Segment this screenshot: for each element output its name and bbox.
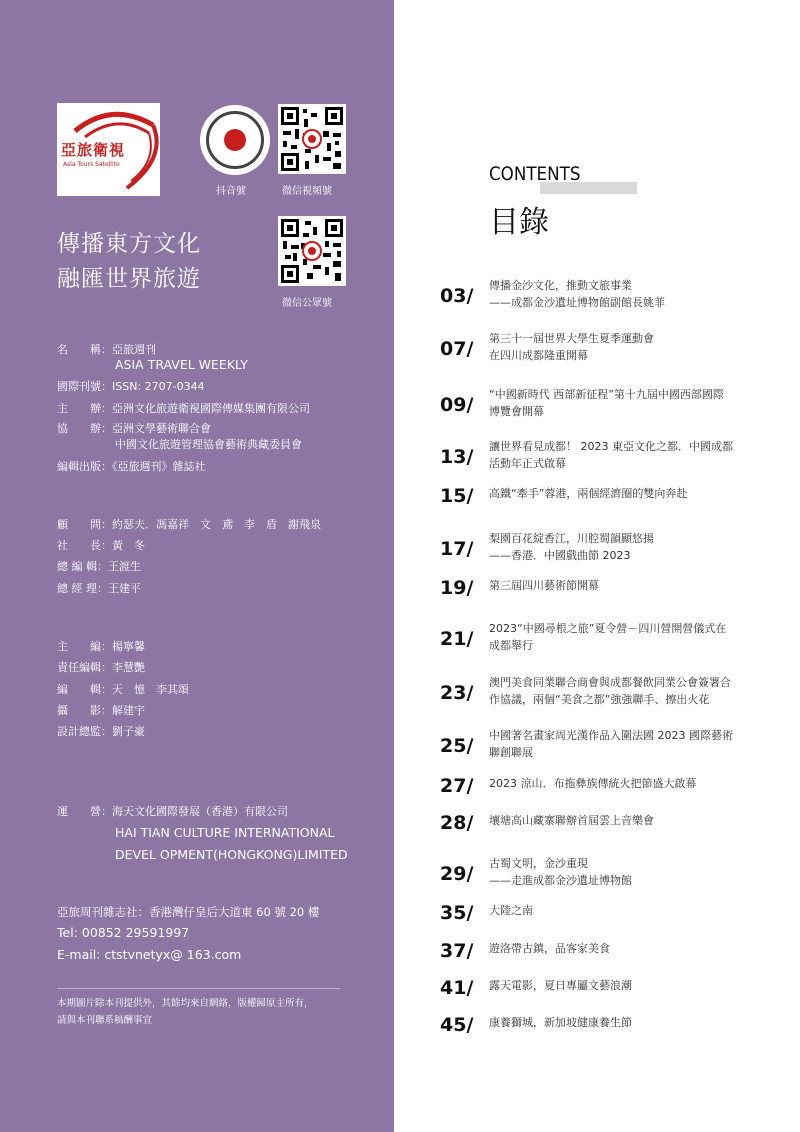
editors-label: 編 輯： (57, 683, 112, 696)
advisor-value: 約瑟夫．馮嘉祥 文 鳶 李 盾 謝飛泉 (112, 518, 321, 531)
wechat-video-label: 微信視頻號 (282, 186, 332, 197)
toc-page-number: 17/ (440, 538, 474, 560)
address-line: 亞旅周刊雜志社：香港灣仔皇后大道東 60 號 20 樓 (57, 905, 320, 919)
asia-tours-satellite-logo (57, 103, 160, 196)
gm-value: 王建平 (108, 582, 141, 595)
advisor-row (57, 518, 321, 532)
toc-page-number: 09/ (440, 394, 474, 416)
chief-editor-row (57, 560, 141, 574)
toc-page-number: 37/ (440, 940, 474, 962)
toc-page-number: 28/ (440, 812, 474, 834)
toc-title-line-2: 在四川成都隆重開幕 (489, 349, 588, 362)
host-label: 主 辦： (57, 402, 112, 415)
toc-page-number: 23/ (440, 682, 474, 704)
editor-row (57, 640, 145, 654)
toc-title-line-1: 古蜀文明，金沙重現 (489, 857, 588, 870)
toc-page-number: 03/ (440, 285, 474, 307)
toc-title-line-2: ——成都金沙遺址博物館副館長姚菲 (489, 296, 665, 309)
toc-page-number: 07/ (440, 338, 474, 360)
toc-title-line-2: 聯創聯展 (489, 746, 533, 759)
logo-chinese-text: 亞旅衛視 (61, 141, 126, 159)
toc-page-number: 19/ (440, 577, 474, 599)
editors-row (57, 683, 189, 697)
resp-editor-label: 責任編輯： (57, 661, 112, 674)
contents-heading-cn: 目錄 (489, 205, 549, 240)
operator-value: 海天文化國際發展（香港）有限公司 (112, 805, 288, 818)
toc-title-line-1: “中國新時代 西部新征程”第十九屆中國西部國際 (489, 388, 724, 401)
resp-editor-value: 李慧艷 (112, 661, 145, 674)
toc-page-number: 25/ (440, 735, 474, 757)
copyright-note-1: 本期圖片除本刊提供外，其餘均來自網絡，版權歸原主所有， (57, 998, 314, 1009)
president-row (57, 539, 145, 553)
slogan-line-2: 融匯世界旅遊 (57, 266, 201, 292)
toc-title-line-1: 高鐵“牽手”蓉港，兩個經濟圈的雙向奔赴 (489, 487, 688, 500)
design-value: 劉子豪 (112, 725, 145, 738)
toc-page-number: 13/ (440, 446, 474, 468)
email-line: E-mail: ctstvnetyx@ 163.com (57, 947, 242, 962)
advisor-label: 顧 問： (57, 518, 112, 531)
operator-english-1: HAI TIAN CULTURE INTERNATIONAL (115, 825, 335, 840)
toc-title-line-1: 梨園百花綻香江，川腔蜀韻顯悠揚 (489, 532, 654, 545)
toc-page-number: 35/ (440, 902, 474, 924)
toc-title-line-2: ——走進成都金沙遺址博物館 (489, 874, 632, 887)
toc-page-number: 21/ (440, 628, 474, 650)
photo-label: 攝 影： (57, 704, 112, 717)
operator-label: 運 營： (57, 805, 112, 818)
photo-row (57, 704, 145, 718)
toc-title-line-1: 壤塘高山藏寨聯辦首屆雲上音樂會 (489, 814, 654, 827)
co-host-label: 協 辦： (57, 422, 112, 435)
toc-title-line-2: 活動年正式啟幕 (489, 457, 566, 470)
wechat-video-qr-icon (278, 104, 346, 174)
toc-title-line-1: 露天電影，夏日專屬文藝浪潮 (489, 979, 632, 992)
toc-title-line-1: 澳門美食同業聯合商會與成都餐飲同業公會簽署合 (489, 676, 731, 689)
toc-title-line-2: ——香港．中國戲曲節 2023 (489, 549, 631, 562)
toc-title-line-1: 中國著名畫家周光漢作品入圍法國 2023 國際藝術 (489, 729, 733, 742)
toc-title-line-1: 2023“中國尋根之旅”夏令營－四川營開營儀式在 (489, 622, 727, 635)
operator-english-2: DEVEL OPMENT(HONGKONG)LIMITED (115, 847, 348, 862)
name-value: 亞旅週刊 (112, 343, 156, 356)
divider (57, 988, 340, 989)
toc-title-line-2: 博覽會開幕 (489, 405, 544, 418)
douyin-label: 抖音號 (216, 186, 246, 197)
issn-label: 國際刊號： (57, 380, 112, 393)
editor-label: 主 編： (57, 640, 112, 653)
toc-title-line-1: 讓世界看見成都！ 2023 東亞文化之都．中國成都 (489, 440, 733, 453)
issn-row (57, 380, 205, 394)
editor-value: 楊寧馨 (112, 640, 145, 653)
chief-editor-label: 總 編 輯： (57, 560, 108, 573)
design-label: 設計總監： (57, 725, 112, 738)
resp-editor-row (57, 661, 145, 675)
copyright-note-2: 請與本刊聯系稿酬事宜 (57, 1015, 153, 1026)
co-host-value-2: 中國文化旅遊管理協會藝術典藏委員會 (115, 438, 302, 451)
contents-panel (394, 0, 800, 1132)
gm-row (57, 582, 141, 596)
publisher-line: 編輯出版：《亞旅週刊》雜誌社 (57, 460, 206, 473)
toc-title-line-1: 遊洛帶古鎮，品客家美食 (489, 942, 610, 955)
toc-title-line-1: 2023 涼山．布拖彝族傳統火把節盛大啟幕 (489, 777, 697, 790)
editors-value: 天 憶 李其頌 (112, 683, 189, 696)
toc-page-number: 29/ (440, 863, 474, 885)
president-value: 黃 冬 (112, 539, 145, 552)
toc-page-number: 27/ (440, 775, 474, 797)
gm-label: 總 經 理： (57, 582, 108, 595)
co-host-row (57, 422, 211, 436)
toc-page-number: 41/ (440, 977, 474, 999)
name-label: 名 稱： (57, 343, 112, 356)
host-row (57, 402, 310, 416)
toc-title-line-1: 康養獅城，新加坡健康養生節 (489, 1016, 632, 1029)
wechat-official-label: 微信公眾號 (282, 298, 332, 309)
host-value: 亞洲文化旅遊衛視國際傳媒集團有限公司 (112, 402, 310, 415)
toc-title-line-1: 傳播金沙文化，推動文旅事業 (489, 279, 632, 292)
tel-line: Tel: 00852 29591997 (57, 925, 190, 940)
design-row (57, 725, 145, 739)
wechat-official-qr-icon (278, 216, 346, 286)
toc-title-line-2: 成都舉行 (489, 639, 533, 652)
operator-row (57, 805, 288, 819)
slogan-line-1: 傳播東方文化 (57, 231, 201, 257)
contents-heading-en: CONTENTS (489, 163, 581, 185)
photo-value: 解建宇 (112, 704, 145, 717)
logo-english-text: Asia Tours Satellite (63, 161, 120, 168)
toc-title-line-1: 大陸之南 (489, 904, 533, 917)
chief-editor-value: 王渡生 (108, 560, 141, 573)
toc-title-line-1: 第三十一屆世界大學生夏季運動會 (489, 332, 654, 345)
masthead-sidebar (0, 0, 394, 1132)
toc-page-number: 15/ (440, 485, 474, 507)
issn-value: ISSN: 2707-0344 (112, 380, 205, 393)
toc-page-number: 45/ (440, 1014, 474, 1036)
toc-title-line-1: 第三屆四川藝術節開幕 (489, 579, 599, 592)
president-label: 社 長： (57, 539, 112, 552)
name-english: ASIA TRAVEL WEEKLY (115, 357, 248, 372)
toc-title-line-2: 作協議，兩個“美食之都”強強聯手、擦出火花 (489, 693, 710, 706)
douyin-code-icon (200, 105, 270, 175)
co-host-value-1: 亞洲文學藝術聯合會 (112, 422, 211, 435)
name-row (57, 343, 156, 357)
